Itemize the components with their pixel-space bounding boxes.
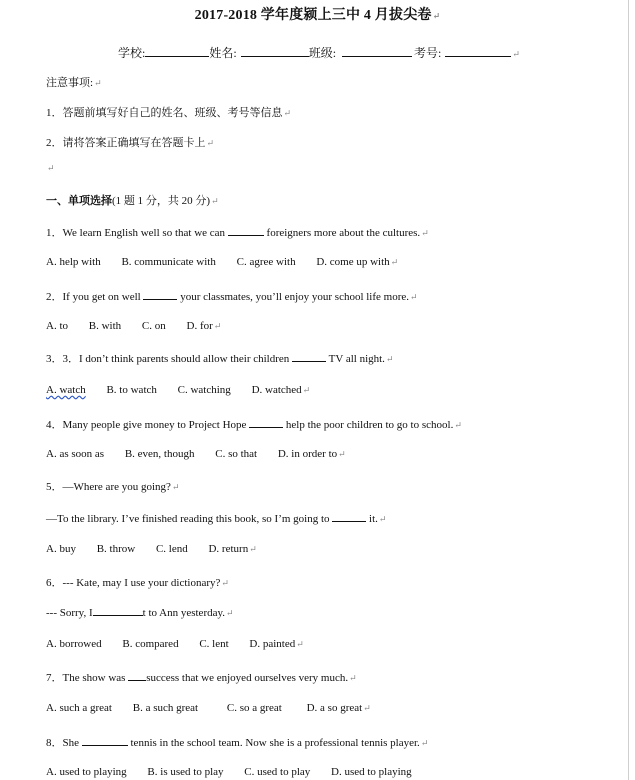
student-info-row: 学校: 姓名: 班级: 考号: ↵	[118, 46, 520, 60]
option-a[interactable]: A. watch	[46, 384, 86, 396]
exam-number-label: 考号:	[414, 46, 442, 60]
question-3-stem: 3．3．I don’t think parents should allow their children TV all night.↵	[46, 353, 394, 365]
exam-number-field[interactable]	[445, 46, 511, 57]
option-b[interactable]: B. with	[88, 320, 122, 332]
option-d[interactable]: D. watched	[251, 384, 302, 396]
question-6-stem: 6．--- Kate, may I use your dictionary?↵	[46, 577, 229, 589]
answer-blank	[332, 512, 366, 522]
question-4-options: A. as soon as B. even, though C. so that D. in order to↵	[46, 448, 346, 460]
option-b[interactable]: B. compared	[122, 638, 179, 650]
option-c[interactable]: C. agree with	[236, 256, 296, 268]
question-5-stem: 5．—Where are you going?↵	[46, 481, 180, 493]
option-b[interactable]: B. a such great	[132, 702, 199, 714]
question-3-options: A. watch B. to watch C. watching D. watched↵	[46, 384, 311, 396]
option-c[interactable]: C. so a great	[226, 702, 282, 714]
option-a[interactable]: A. borrowed	[46, 638, 102, 650]
option-b[interactable]: B. communicate with	[121, 256, 216, 268]
answer-blank	[128, 671, 146, 681]
option-b[interactable]: B. even, though	[124, 448, 195, 460]
school-field[interactable]	[145, 46, 209, 57]
question-2-options: A. to B. with C. on D. for↵	[46, 320, 222, 332]
question-1-stem: 1．We learn English well so that we can foreigners more about the cultures.↵	[46, 227, 429, 239]
option-d[interactable]: D. a so great	[306, 702, 363, 714]
option-a[interactable]: A. to	[46, 320, 68, 332]
page-edge-rule	[628, 0, 629, 780]
option-d[interactable]: D. in order to	[277, 448, 338, 460]
option-d[interactable]: D. for	[186, 320, 213, 332]
question-8-stem: 8．She tennis in the school team. Now she is a professional tennis player.↵	[46, 737, 429, 749]
option-d[interactable]: D. used to playing	[331, 766, 412, 778]
note-item-2: 2．请将答案正确填写在答题卡上↵	[46, 137, 215, 149]
question-7-options: A. such a great B. a such great C. so a great D. a so great↵	[46, 702, 371, 714]
class-label: 班级:	[308, 46, 337, 60]
option-c[interactable]: C. on	[141, 320, 166, 332]
option-d[interactable]: D. painted	[249, 638, 296, 650]
option-b[interactable]: B. to watch	[106, 384, 157, 396]
question-5-options: A. buy B. throw C. lend D. return↵	[46, 543, 257, 555]
question-6-options: A. borrowed B. compared C. lent D. painted↵	[46, 638, 304, 650]
exam-title-text: 2017-2018 学年度颍上三中 4 月拔尖卷	[194, 8, 432, 23]
question-2-stem: 2．If you get on well your classmates, you’ll enjoy your school life more.↵	[46, 291, 418, 303]
notes-heading: 注意事项:↵	[46, 77, 102, 89]
question-5-line2: —To the library. I’ve finished reading this book, so I’m going to it.↵	[46, 513, 387, 525]
question-1-options: A. help with B. communicate with C. agree with D. come up with↵	[46, 256, 399, 268]
option-a[interactable]: A. help with	[46, 256, 101, 268]
class-field[interactable]	[342, 46, 412, 57]
question-4-stem: 4．Many people give money to Project Hope help the poor children to go to school.↵	[46, 419, 462, 431]
name-field[interactable]	[241, 46, 309, 57]
section-heading: 一、单项选择(1 题 1 分，共 20 分)↵	[46, 195, 219, 207]
option-c[interactable]: C. used to play	[244, 766, 311, 778]
answer-blank	[228, 226, 264, 236]
school-label: 学校:	[118, 46, 146, 60]
option-d[interactable]: D. return	[208, 543, 249, 555]
name-label: 姓名:	[209, 46, 237, 60]
empty-paragraph: ↵	[47, 163, 55, 173]
option-b[interactable]: B. throw	[96, 543, 136, 555]
answer-blank	[82, 736, 128, 746]
option-c[interactable]: C. watching	[177, 384, 231, 396]
question-6-line2: --- Sorry, I t to Ann yesterday.↵	[46, 607, 234, 619]
option-a[interactable]: A. such a great	[46, 702, 112, 714]
option-b[interactable]: B. is used to play	[147, 766, 224, 778]
question-7-stem: 7．The show was success that we enjoyed ourselves very much.↵	[46, 672, 357, 684]
exam-title: 2017-2018 学年度颍上三中 4 月拔尖卷↵	[194, 8, 441, 23]
option-a[interactable]: A. buy	[46, 543, 76, 555]
option-d[interactable]: D. come up with	[316, 256, 390, 268]
question-8-options	[46, 766, 412, 778]
option-c[interactable]: C. so that	[215, 448, 258, 460]
option-c[interactable]: C. lent	[199, 638, 229, 650]
option-a[interactable]: A. used to playing	[46, 766, 127, 778]
answer-blank	[143, 290, 177, 300]
answer-blank	[249, 418, 283, 428]
note-item-1: 1．答题前填写好自己的姓名、班级、考号等信息↵	[46, 107, 292, 119]
answer-blank	[93, 606, 143, 616]
option-c[interactable]: C. lend	[155, 543, 188, 555]
answer-blank	[292, 352, 326, 362]
option-a[interactable]: A. as soon as	[46, 448, 105, 460]
